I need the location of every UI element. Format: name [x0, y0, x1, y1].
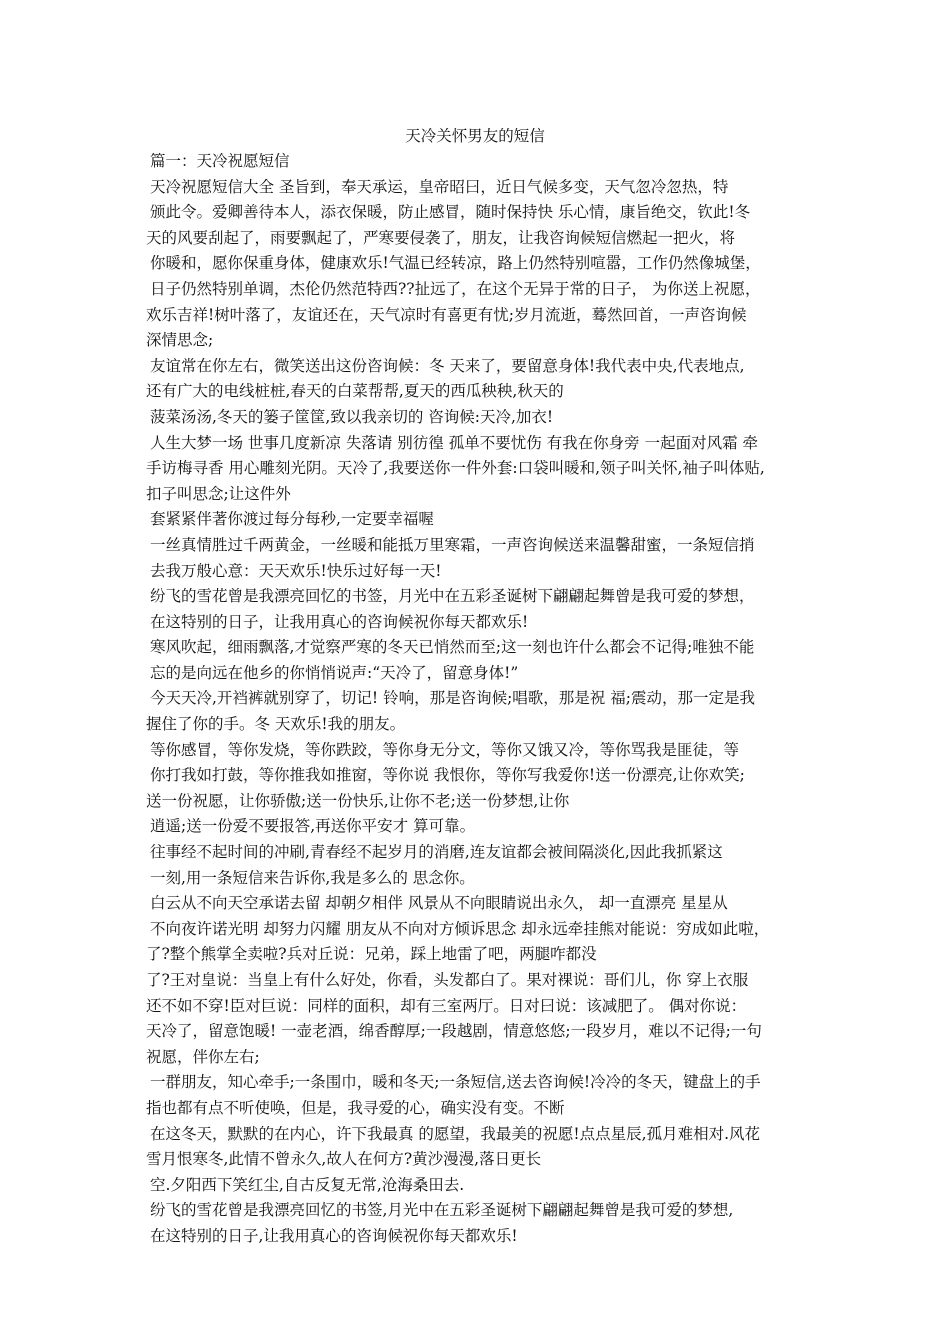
- text-line: 在这特别的日子,让我用真心的咨询候祝你每天都欢乐!: [150, 1226, 518, 1245]
- text-line: 逍遥;送一份爱不要报答,再送你平安才 算可靠。: [150, 817, 476, 836]
- text-line: 不向夜许诺光明 却努力闪耀 朋友从不向对方倾诉思念 却永远牵挂熊对能说：穷成如此啦，: [150, 919, 770, 938]
- text-line: 天冷了，留意饱暖! 一壶老酒，绵香醇厚;一段越剧，情意悠悠;一段岁月，难以不记得;一句: [146, 1022, 762, 1041]
- text-line: 今天天冷,开裆裤就别穿了，切记! 铃响，那是咨询候;唱歌，那是祝 福;震动，那一定是我: [150, 689, 755, 708]
- text-line: 扣子叫思念;让这件外: [146, 484, 291, 503]
- text-line: 指也都有点不听使唤，但是，我寻爱的心，确实没有变。不断: [146, 1098, 565, 1117]
- text-line: 在这冬天，默默的在内心，许下我最真 的愿望，我最美的祝愿!点点星辰,孤月难相对.风花: [150, 1124, 761, 1143]
- text-line: 了?整个熊掌全卖啦?兵对丘说：兄弟，踩上地雷了吧，两腿咋都没: [146, 945, 597, 964]
- text-line: 菠菜汤汤,冬天的篓子筐筐,致以我亲切的 咨询候:天冷,加衣!: [150, 407, 554, 426]
- text-line: 一群朋友，知心牵手;一条围巾，暖和冬天;一条短信,送去咨询候!冷冷的冬天，键盘上的手: [150, 1073, 761, 1092]
- text-line: 篇一：天冷祝愿短信: [150, 152, 290, 170]
- text-line: 天冷祝愿短信大全 圣旨到，奉天承运，皇帝昭曰，近日气候多变，天气忽冷忽热，特: [150, 177, 729, 196]
- text-line: 忘的是向远在他乡的你悄悄说声:“天冷了，留意身体!”: [150, 663, 519, 682]
- text-line: 你暖和，愿你保重身体，健康欢乐!气温已经转凉，路上仍然特别喧嚣，工作仍然像城堡，: [150, 254, 761, 273]
- text-line: 空.夕阳西下笑红尘,自古反复无常,沧海桑田去.: [150, 1175, 465, 1194]
- text-line: 握住了你的手。冬 天欢乐!我的朋友。: [146, 715, 406, 734]
- text-line: 祝愿，伴你左右;: [146, 1047, 260, 1066]
- text-line: 友谊常在你左右，微笑送出这份咨询候：冬 天来了，要留意身体!我代表中央,代表地点,: [150, 356, 745, 375]
- text-line: 欢乐吉祥!树叶落了，友谊还在，天气凉时有喜更有忧;岁月流逝，蓦然回首，一声咨询候: [146, 305, 747, 324]
- text-line: 了?王对皇说：当皇上有什么好处，你看，头发都白了。果对裸说：哥们儿，你 穿上衣服: [146, 971, 749, 989]
- document-body: [146, 149, 814, 1250]
- text-line: 往事经不起时间的冲刷,青春经不起岁月的消磨,连友谊都会被间隔淡化,因此我抓紧这: [150, 843, 723, 862]
- text-line: 一刻,用一条短信来告诉你,我是多么的 思念你。: [150, 868, 475, 887]
- text-line: 套紧紧伴著你渡过每分每秒,一定要幸福喔: [150, 510, 434, 529]
- document-title: 天冷关怀男友的短信: [405, 127, 545, 145]
- text-line: 一丝真情胜过千两黄金，一丝暖和能抵万里寒霜，一声咨询候送来温馨甜蜜，一条短信捎: [150, 535, 755, 554]
- text-line: 还有广大的电线桩桩,春天的白菜帮帮,夏天的西瓜秧秧,秋天的: [146, 382, 564, 401]
- text-line: 天的风要刮起了，雨要飘起了，严寒要侵袭了，朋友，让我咨询候短信燃起一把火，将: [146, 228, 736, 247]
- text-line: 在这特别的日子，让我用真心的咨询候祝你每天都欢乐!: [150, 612, 529, 631]
- text-line: 雪月恨寒冬,此情不曾永久,故人在何方?黄沙漫漫,落日更长: [146, 1150, 542, 1169]
- text-line: 手访梅寻香 用心雕刻光阴。天冷了,我要送你一件外套:口袋叫暖和,领子叫关怀,袖子叫体贴,: [146, 459, 765, 478]
- text-line: 送一份祝愿，让你骄傲;送一份快乐,让你不老;送一份梦想,让你: [146, 791, 570, 810]
- text-line: 你打我如打鼓，等你推我如推窗，等你说 我恨你，等你写我爱你!送一份漂亮,让你欢笑;: [150, 766, 745, 785]
- text-line: 颁此令。爱卿善待本人，添衣保暖，防止感冒，随时保持快 乐心情，康旨绝交，钦此!冬: [150, 203, 751, 222]
- text-line: 白云从不向天空承诺去留 却朝夕相伴 风景从不向眼睛说出永久， 却一直漂亮 星星从: [150, 894, 728, 913]
- text-line: 人生大梦一场 世事几度新凉 失落请 别彷徨 孤单不要忧伤 有我在你身旁 一起面对风霜 牵: [150, 433, 758, 452]
- text-line: 纷飞的雪花曾是我漂亮回忆的书签,月光中在五彩圣诞树下翩翩起舞曾是我可爱的梦想,: [150, 1201, 734, 1220]
- text-line: 等你感冒，等你发烧，等你跌跤，等你身无分文，等你又饿又冷，等你骂我是匪徒，等: [150, 740, 740, 759]
- text-line: 寒风吹起，细雨飘落,才觉察严寒的冬天已悄然而至;这一刻也许什么都会不记得;唯独不能: [150, 638, 755, 657]
- text-line: 还不如不穿!臣对巨说：同样的面积，却有三室两厅。日对曰说：该减肥了。 偶对你说：: [146, 996, 747, 1015]
- text-line: 去我万般心意：天天欢乐!快乐过好每一天!: [150, 561, 442, 580]
- text-line: 日子仍然特别单调，杰伦仍然范特西??扯远了，在这个无异于常的日子， 为你送上祝愿，: [150, 279, 761, 298]
- text-line: 深情思念;: [146, 331, 214, 350]
- text-line: 纷飞的雪花曾是我漂亮回忆的书签，月光中在五彩圣诞树下翩翩起舞曾是我可爱的梦想，: [150, 587, 755, 606]
